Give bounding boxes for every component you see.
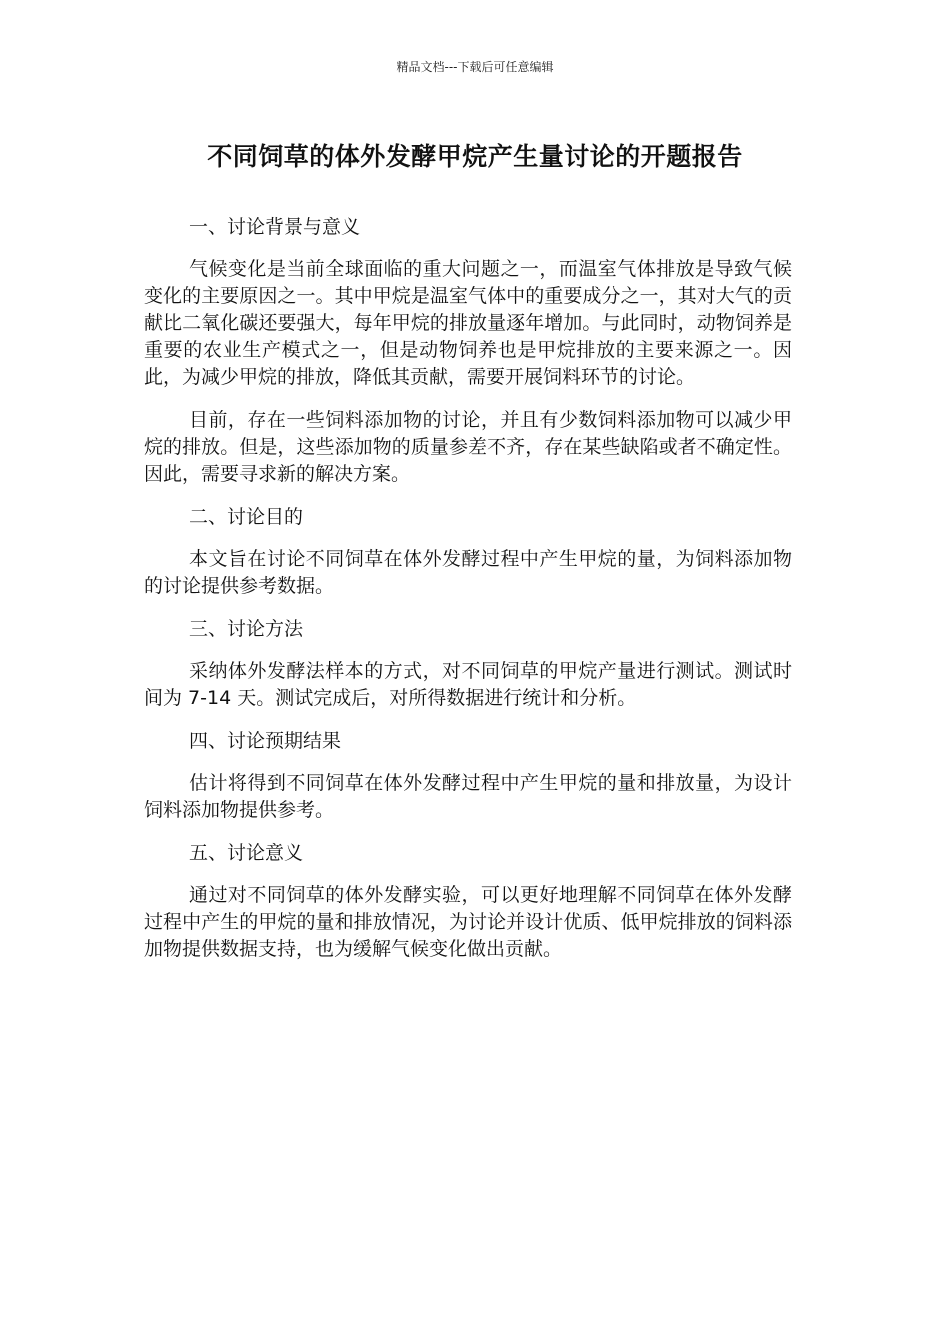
- document-body: [144, 214, 792, 979]
- paragraph-background-2: 目前，存在一些饲料添加物的讨论，并且有少数饲料添加物可以减少甲烷的排放。但是，这些添加物的质量参差不齐，存在某些缺陷或者不确定性。因此，需要寻求新的解决方案。: [144, 409, 792, 485]
- section-heading-purpose: 二、讨论目的: [189, 506, 304, 528]
- header-note: 精品文档---下载后可任意编辑: [396, 60, 554, 74]
- section-heading-background: 一、讨论背景与意义: [189, 216, 361, 238]
- document-title: 不同饲草的体外发酵甲烷产生量讨论的开题报告: [207, 142, 743, 171]
- paragraph-significance: 通过对不同饲草的体外发酵实验，可以更好地理解不同饲草在体外发酵过程中产生的甲烷的量和排放情况，为讨论并设计优质、低甲烷排放的饲料添加物提供数据支持，也为缓解气候变化做出贡献。: [144, 884, 792, 960]
- paragraph-purpose: 本文旨在讨论不同饲草在体外发酵过程中产生甲烷的量，为饲料添加物的讨论提供参考数据。: [144, 548, 792, 597]
- section-heading-method: 三、讨论方法: [189, 618, 304, 640]
- paragraph-expected-results: 估计将得到不同饲草在体外发酵过程中产生甲烷的量和排放量，为设计饲料添加物提供参考。: [144, 772, 792, 821]
- paragraph-method: 采纳体外发酵法样本的方式，对不同饲草的甲烷产量进行测试。测试时间为 7-14 天。测试完成后，对所得数据进行统计和分析。: [144, 660, 792, 709]
- section-heading-significance: 五、讨论意义: [189, 842, 304, 864]
- paragraph-background-1: 气候变化是当前全球面临的重大问题之一，而温室气体排放是导致气候变化的主要原因之一。其中甲烷是温室气体中的重要成分之一，其对大气的贡献比二氧化碳还要强大，每年甲烷的排放量逐年增加。与此同时，动物饲养是重要的农业生产模式之一，但是动物饲养也是甲烷排放的主要来源之一。因此，为减少甲烷的排放，降低其贡献，需要开展饲料环节的讨论。: [144, 258, 792, 388]
- section-heading-expected-results: 四、讨论预期结果: [189, 730, 342, 752]
